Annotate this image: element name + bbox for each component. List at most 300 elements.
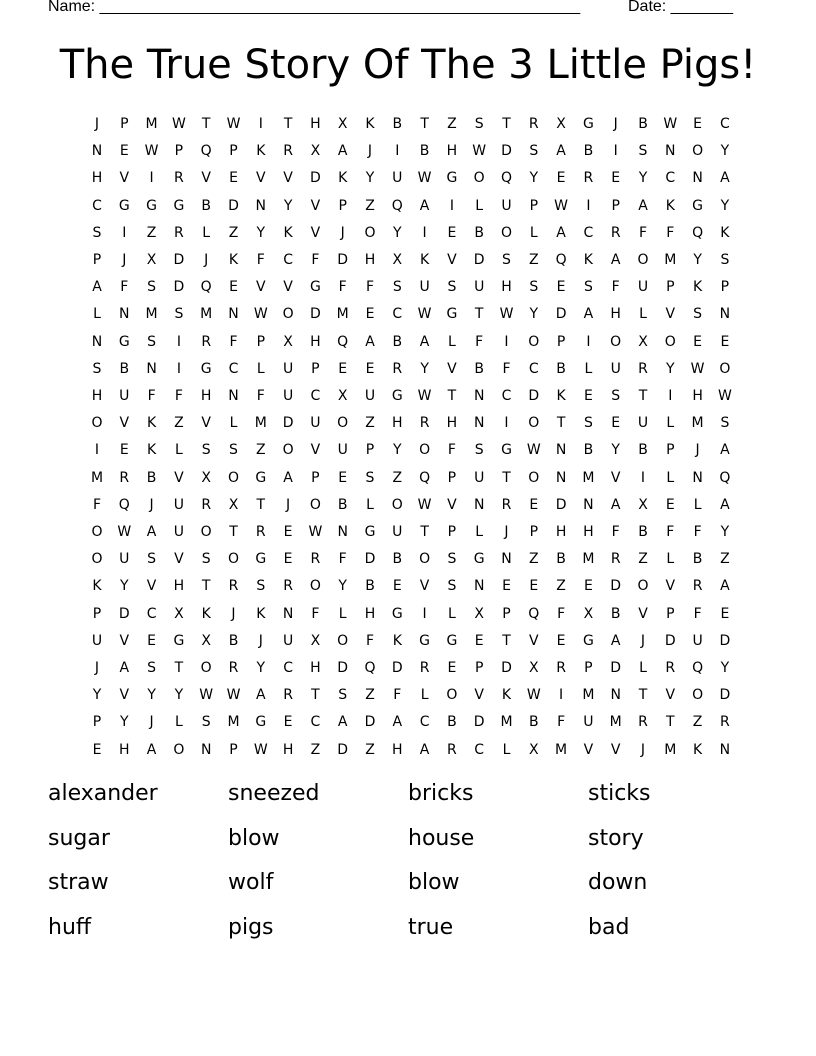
grid-letter: C (92, 197, 102, 214)
grid-letter: Q (692, 660, 704, 676)
grid-letter: Y (256, 224, 266, 241)
grid-letter: V (119, 415, 130, 432)
grid-letter: O (200, 524, 212, 540)
grid-letter: G (446, 306, 458, 323)
grid-letter: A (365, 333, 375, 350)
grid-letter: G (692, 197, 704, 214)
grid-letter: N (146, 360, 157, 377)
grid-letter: T (638, 388, 648, 404)
grid-letter: H (555, 524, 567, 540)
grid-letter: X (638, 333, 648, 350)
grid-letter: K (201, 605, 211, 622)
grid-letter: P (584, 660, 593, 676)
grid-letter: F (147, 388, 156, 404)
grid-letter: K (420, 252, 430, 268)
grid-letter: Z (365, 687, 375, 704)
grid-letter: S (693, 306, 703, 323)
grid-letter: V (174, 469, 184, 486)
grid-letter: R (556, 660, 566, 676)
grid-letter: H (392, 415, 403, 432)
grid-letter: O (419, 551, 431, 568)
grid-letter: N (583, 496, 594, 513)
grid-letter: P (256, 333, 266, 350)
grid-letter: A (583, 306, 594, 323)
grid-letter: U (91, 632, 103, 649)
grid-letter: U (337, 442, 348, 459)
grid-letter: Q (555, 252, 567, 268)
grid-letter: R (419, 415, 430, 432)
grid-letter: B (638, 524, 648, 540)
grid-letter: S (583, 279, 593, 296)
grid-letter: G (501, 442, 512, 459)
grid-letter: A (556, 224, 566, 241)
grid-letter: H (446, 415, 458, 432)
grid-letter: Z (692, 714, 703, 731)
grid-letter: K (693, 279, 703, 296)
grid-letter: G (118, 333, 130, 350)
grid-letter: L (666, 415, 675, 432)
grid-letter: F (638, 224, 648, 241)
grid-letter: S (502, 252, 511, 268)
grid-letter: R (283, 687, 293, 704)
grid-letter: O (227, 551, 240, 568)
grid-letter: I (586, 197, 591, 214)
grid-letter: O (309, 578, 321, 595)
grid-letter: S (147, 660, 157, 676)
grid-letter: E (447, 224, 457, 241)
grid-letter: F (557, 605, 566, 622)
grid-letter: G (419, 632, 431, 649)
grid-letter: Z (638, 551, 648, 568)
grid-letter: V (610, 741, 621, 758)
grid-letter: Y (120, 714, 129, 731)
grid-letter: W (199, 687, 214, 704)
grid-letter: X (146, 252, 157, 268)
grid-letter: T (447, 388, 457, 404)
grid-letter: E (365, 306, 375, 323)
grid-letter: L (447, 605, 456, 622)
grid-letter: I (504, 415, 509, 432)
grid-letter: C (310, 714, 321, 731)
grid-letter: K (147, 415, 157, 432)
grid-letter: K (338, 170, 348, 187)
grid-letter: R (310, 551, 321, 568)
grid-letter: P (174, 143, 184, 160)
grid-letter: S (474, 116, 484, 132)
grid-letter: G (582, 632, 594, 649)
grid-letter: W (226, 116, 241, 132)
grid-letter: V (119, 170, 130, 187)
grid-letter: V (638, 605, 648, 622)
grid-letter: O (282, 306, 294, 323)
grid-letter: H (91, 388, 103, 404)
grid-letter: I (449, 197, 454, 214)
grid-letter: J (204, 252, 209, 268)
grid-letter: R (201, 333, 212, 350)
grid-letter: V (447, 252, 457, 268)
grid-letter: W (526, 687, 541, 704)
grid-letter: B (392, 333, 403, 350)
grid-letter: O (719, 360, 731, 377)
grid-letter: V (310, 197, 321, 214)
grid-letter: R (283, 578, 293, 595)
grid-letter: F (666, 524, 675, 540)
grid-letter: J (640, 741, 646, 758)
grid-letter: T (174, 660, 184, 676)
grid-letter: B (556, 551, 566, 568)
grid-letter: S (338, 687, 348, 704)
grid-letter: T (201, 578, 211, 595)
grid-letter: O (200, 660, 212, 676)
grid-letter: L (420, 687, 429, 704)
grid-letter: G (173, 197, 185, 214)
grid-letter: X (392, 252, 403, 268)
grid-letter: V (201, 170, 211, 187)
grid-letter: P (556, 333, 566, 350)
grid-letter: A (610, 252, 621, 268)
grid-letter: E (447, 660, 457, 676)
grid-letter: H (501, 279, 512, 296)
grid-letter: X (474, 605, 484, 622)
grid-letter: D (364, 714, 376, 731)
word-list-item: straw (48, 870, 109, 895)
grid-letter: O (446, 687, 458, 704)
grid-letter: C (474, 741, 485, 758)
grid-letter: I (640, 469, 646, 486)
grid-letter: P (365, 442, 375, 459)
grid-letter: R (638, 714, 648, 731)
grid-letter: Y (393, 224, 402, 241)
grid-letter: F (338, 551, 347, 568)
grid-letter: T (502, 632, 511, 649)
grid-letter: H (364, 252, 376, 268)
grid-letter: E (556, 170, 566, 187)
grid-letter: S (174, 306, 184, 323)
grid-letter: Y (120, 578, 129, 595)
grid-letter: E (720, 333, 730, 350)
grid-letter: M (582, 687, 595, 704)
grid-letter: F (666, 224, 675, 241)
grid-letter: I (122, 224, 127, 241)
grid-letter: E (229, 170, 238, 187)
grid-letter: L (693, 496, 702, 513)
grid-letter: S (365, 469, 375, 486)
grid-letter: L (229, 415, 238, 432)
grid-letter: D (310, 306, 321, 323)
grid-letter: B (337, 496, 348, 513)
grid-letter: E (338, 469, 348, 486)
grid-letter: Y (147, 687, 156, 704)
grid-letter: L (639, 306, 647, 323)
grid-letter: U (637, 279, 649, 296)
grid-letter: K (392, 632, 402, 649)
grid-letter: G (446, 170, 458, 187)
grid-letter: C (146, 605, 157, 622)
grid-letter: L (174, 714, 183, 731)
grid-letter: R (665, 660, 676, 676)
grid-letter: H (583, 524, 594, 540)
grid-letter: D (501, 143, 512, 160)
grid-letter: E (502, 578, 511, 595)
grid-letter: J (286, 496, 291, 513)
grid-letter: S (447, 578, 457, 595)
grid-letter: J (149, 714, 154, 731)
grid-letter: T (311, 687, 320, 704)
grid-letter: P (447, 469, 457, 486)
word-list-item: bricks (408, 781, 474, 806)
grid-letter: U (501, 197, 512, 214)
grid-letter: O (91, 551, 103, 568)
grid-letter: W (499, 306, 514, 323)
grid-letter: B (556, 360, 566, 377)
grid-letter: Y (174, 687, 184, 704)
grid-letter: F (611, 279, 620, 296)
grid-letter: K (228, 252, 239, 268)
grid-letter: P (666, 605, 675, 622)
grid-letter: W (253, 306, 268, 323)
grid-letter: B (692, 551, 703, 568)
grid-letter: T (502, 469, 511, 486)
grid-letter: R (174, 224, 184, 241)
grid-letter: L (93, 306, 101, 323)
grid-letter: N (501, 551, 512, 568)
grid-letter: F (120, 279, 129, 296)
grid-letter: F (311, 252, 320, 268)
grid-letter: Y (529, 306, 539, 323)
grid-letter: D (173, 252, 185, 268)
grid-letter: R (610, 551, 621, 568)
grid-letter: S (720, 415, 730, 432)
grid-letter: N (610, 687, 621, 704)
grid-letter: W (308, 524, 323, 540)
grid-letter: N (473, 415, 485, 432)
grid-letter: N (719, 741, 731, 758)
grid-letter: J (504, 524, 509, 540)
grid-letter: E (119, 442, 129, 459)
word-list-item: down (588, 870, 648, 895)
grid-letter: C (583, 224, 594, 241)
grid-letter: D (501, 660, 512, 676)
grid-letter: J (231, 605, 236, 622)
grid-letter: O (637, 252, 649, 268)
grid-letter: N (337, 524, 348, 540)
grid-letter: V (310, 442, 321, 459)
grid-letter: T (420, 116, 429, 132)
grid-letter: Q (337, 333, 349, 350)
grid-letter: S (147, 279, 157, 296)
grid-letter: E (693, 333, 703, 350)
grid-letter: F (693, 605, 702, 622)
grid-letter: E (583, 388, 593, 404)
grid-letter: Y (529, 170, 539, 187)
grid-letter: V (119, 632, 130, 649)
grid-letter: Y (720, 660, 730, 676)
grid-letter: W (472, 143, 487, 160)
grid-letter: O (528, 469, 540, 486)
grid-letter: V (283, 279, 293, 296)
grid-letter: F (393, 687, 402, 704)
grid-letter: O (637, 578, 649, 595)
grid-letter: Y (638, 170, 648, 187)
grid-letter: N (200, 741, 212, 758)
grid-letter: N (692, 170, 703, 187)
grid-letter: J (613, 116, 618, 132)
grid-letter: V (610, 469, 621, 486)
grid-letter: B (419, 143, 430, 160)
grid-letter: G (200, 360, 212, 377)
grid-letter: G (255, 714, 267, 731)
grid-letter: X (337, 388, 348, 404)
grid-letter: U (583, 714, 594, 731)
grid-letter: S (229, 442, 238, 459)
grid-letter: C (720, 116, 730, 132)
word-list-item: sugar (48, 825, 110, 851)
grid-letter: K (583, 252, 593, 268)
grid-letter: D (337, 741, 349, 758)
grid-letter: N (91, 143, 103, 160)
grid-letter: U (692, 632, 703, 649)
grid-letter: F (693, 524, 702, 540)
grid-letter: Z (174, 415, 184, 432)
grid-letter: M (609, 714, 622, 731)
grid-letter: F (447, 442, 456, 459)
grid-letter: F (557, 714, 566, 731)
grid-letter: B (447, 714, 457, 731)
grid-letter: W (663, 116, 678, 132)
grid-letter: S (256, 578, 266, 595)
grid-letter: X (201, 632, 211, 649)
grid-letter: O (173, 741, 185, 758)
grid-letter: N (473, 388, 485, 404)
grid-letter: E (693, 116, 703, 132)
grid-letter: J (122, 252, 127, 268)
grid-letter: A (720, 578, 730, 595)
grid-letter: I (668, 388, 673, 404)
grid-letter: G (446, 632, 458, 649)
word-list-item: blow (228, 825, 280, 851)
grid-letter: F (338, 279, 347, 296)
grid-letter: B (528, 714, 539, 731)
grid-letter: B (201, 197, 211, 214)
grid-letter: J (367, 143, 373, 160)
grid-letter: B (583, 442, 594, 459)
grid-letter: L (174, 442, 183, 459)
grid-letter: U (419, 279, 430, 296)
grid-letter: S (529, 279, 539, 296)
grid-letter: L (202, 224, 211, 241)
page-title: The True Story Of The 3 Little Pigs! (59, 42, 757, 88)
grid-letter: H (310, 116, 321, 132)
grid-letter: P (529, 524, 539, 540)
grid-letter: M (500, 714, 513, 731)
grid-letter: O (692, 143, 704, 160)
grid-letter: T (666, 714, 675, 731)
grid-letter: W (690, 360, 705, 377)
grid-letter: D (528, 388, 540, 404)
grid-letter: R (528, 116, 539, 132)
grid-letter: C (283, 660, 293, 676)
grid-letter: M (555, 741, 568, 758)
grid-letter: Q (528, 605, 540, 622)
grid-letter: Y (611, 442, 620, 459)
grid-letter: K (501, 687, 512, 704)
grid-letter: V (174, 551, 184, 568)
grid-letter: H (119, 741, 130, 758)
grid-letter: A (392, 714, 403, 731)
word-list-item: wolf (228, 870, 274, 895)
grid-letter: F (311, 605, 320, 622)
grid-letter: K (147, 442, 157, 459)
grid-letter: W (417, 170, 432, 187)
grid-letter: V (419, 578, 430, 595)
grid-letter: A (610, 632, 621, 649)
grid-letter: P (229, 143, 238, 160)
grid-letter: Q (391, 197, 403, 214)
grid-letter: N (255, 197, 267, 214)
grid-letter: D (610, 660, 622, 676)
grid-letter: G (582, 116, 594, 132)
grid-letter: U (282, 632, 294, 649)
grid-letter: L (584, 360, 593, 377)
grid-letter: S (92, 224, 102, 241)
grid-letter: M (90, 469, 104, 486)
grid-letter: E (283, 714, 293, 731)
grid-letter: D (391, 660, 403, 676)
grid-letter: Q (500, 170, 513, 187)
grid-letter: V (146, 578, 157, 595)
grid-letter: I (586, 333, 591, 350)
grid-letter: X (283, 333, 293, 350)
grid-letter: H (364, 605, 376, 622)
grid-letter: U (282, 360, 294, 377)
grid-letter: B (610, 605, 621, 622)
grid-letter: C (392, 306, 403, 323)
grid-letter: S (583, 415, 593, 432)
grid-letter: D (610, 578, 622, 595)
grid-letter: P (666, 279, 675, 296)
grid-letter: N (719, 306, 731, 323)
word-list-item: pigs (228, 914, 274, 940)
grid-letter: W (226, 687, 241, 704)
grid-letter: D (555, 306, 567, 323)
grid-letter: F (475, 333, 484, 350)
grid-letter: Q (200, 279, 212, 296)
grid-letter: S (529, 143, 539, 160)
grid-letter: A (610, 496, 621, 513)
word-list-item: house (408, 825, 475, 851)
grid-letter: E (229, 279, 238, 296)
grid-letter: D (310, 170, 321, 187)
grid-letter: B (119, 360, 130, 377)
grid-letter: D (473, 252, 485, 268)
grid-letter: E (92, 741, 102, 758)
word-list-item: bad (588, 914, 630, 940)
grid-letter: E (529, 496, 539, 513)
grid-letter: O (473, 170, 485, 187)
grid-letter: N (555, 469, 567, 486)
grid-letter: A (638, 197, 648, 214)
grid-letter: W (417, 388, 432, 404)
grid-letter: P (120, 116, 129, 132)
grid-letter: M (254, 415, 267, 432)
grid-letter: N (555, 442, 567, 459)
grid-letter: N (473, 496, 485, 513)
grid-letter: G (146, 197, 158, 214)
grid-letter: A (337, 143, 348, 160)
word-list-item: blow (408, 870, 460, 895)
grid-letter: G (255, 469, 267, 486)
grid-letter: U (364, 388, 376, 404)
